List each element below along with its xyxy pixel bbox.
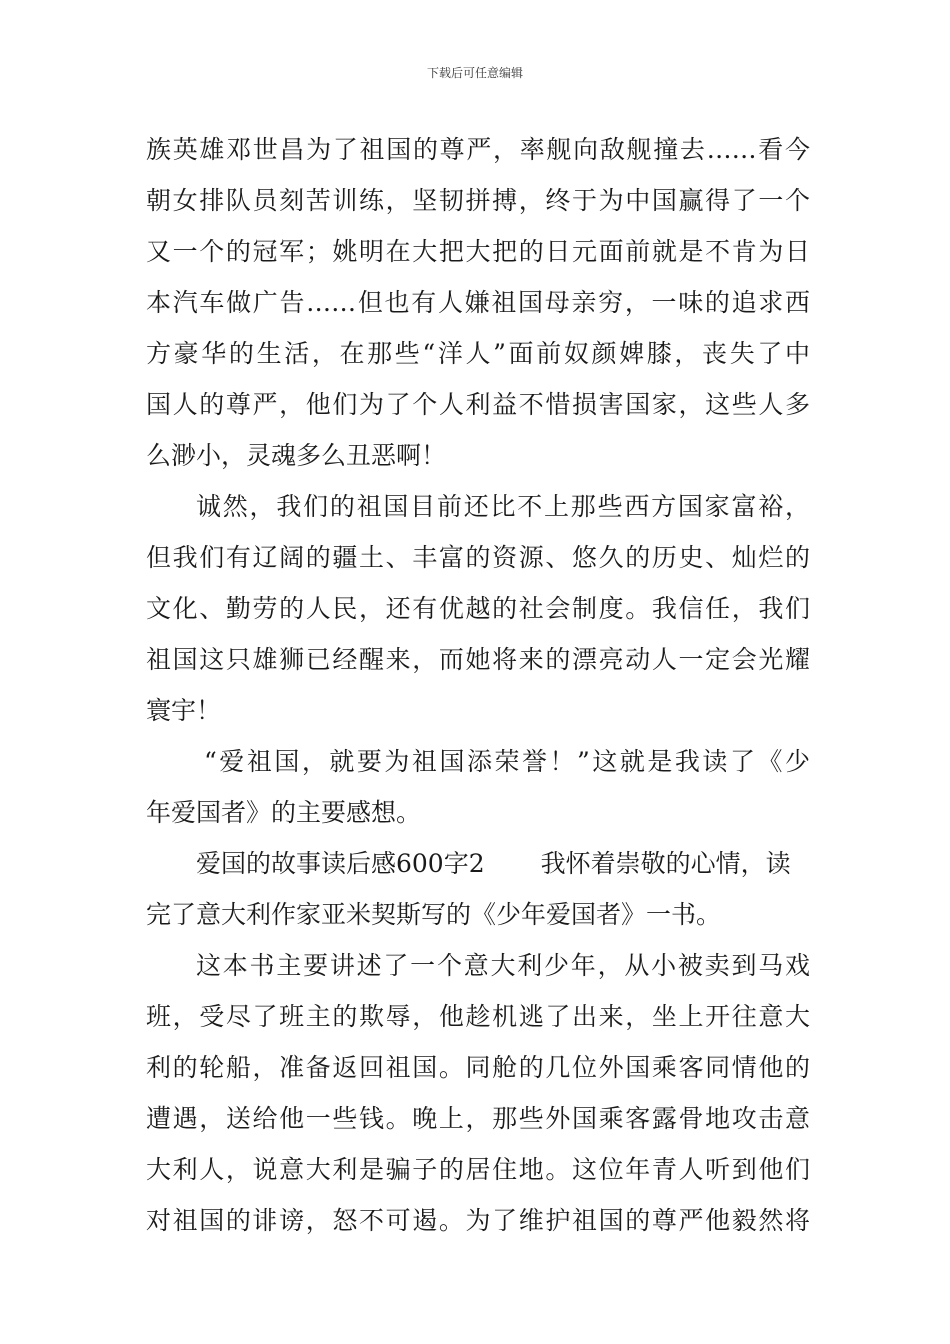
text-line: 寰宇！ bbox=[146, 696, 222, 725]
text-line: 方豪华的生活，在那些“洋人”面前奴颜婢膝，丧失了中 bbox=[146, 339, 810, 368]
text-line: 族英雄邓世昌为了祖国的尊严，率舰向敌舰撞去……看今 bbox=[146, 135, 810, 164]
paragraph bbox=[146, 940, 810, 1246]
text-line bbox=[146, 838, 810, 889]
text-line: “爱祖国，就要为祖国添荣誉！”这就是我读了《少 bbox=[204, 747, 810, 776]
paragraph bbox=[146, 838, 810, 940]
text-line: 完了意大利作家亚米契斯写的《少年爱国者》一书。 bbox=[146, 900, 722, 929]
text-line: 国人的尊严，他们为了个人利益不惜损害国家，这些人多 bbox=[146, 390, 810, 419]
text-line: 对祖国的诽谤，怒不可遏。为了维护祖国的尊严他毅然将 bbox=[146, 1206, 810, 1235]
text-line: 朝女排队员刻苦训练，坚韧拼搏，终于为中国赢得了一个 bbox=[146, 186, 810, 215]
text-line: 又一个的冠军；姚明在大把大把的日元面前就是不肯为日 bbox=[146, 237, 810, 266]
text-line: 本汽车做广告……但也有人嫌祖国母亲穷，一味的追求西 bbox=[146, 288, 810, 317]
section-title: 爱国的故事读后感600字2 bbox=[196, 849, 485, 878]
text-line: 这本书主要讲述了一个意大利少年，从小被卖到马戏 bbox=[196, 951, 810, 980]
text-line: 但我们有辽阔的疆土、丰富的资源、悠久的历史、灿烂的 bbox=[146, 543, 810, 572]
text-line: 利的轮船，准备返回祖国。同舱的几位外国乘客同情他的 bbox=[146, 1053, 810, 1082]
text-line: 么渺小，灵魂多么丑恶啊！ bbox=[146, 441, 447, 470]
paragraph bbox=[146, 124, 810, 481]
text-line: 大利人，说意大利是骗子的居住地。这位年青人听到他们 bbox=[146, 1155, 810, 1184]
section-title-continuation: 我怀着崇敬的心情，读 bbox=[540, 849, 791, 878]
text-line: 遭遇，送给他一些钱。晚上，那些外国乘客露骨地攻击意 bbox=[146, 1104, 810, 1133]
text-line: 诚然，我们的祖国目前还比不上那些西方国家富裕， bbox=[196, 492, 810, 521]
text-line: 年爱国者》的主要感想。 bbox=[146, 798, 422, 827]
text-line: 文化、勤劳的人民，还有优越的社会制度。我信任，我们 bbox=[146, 594, 810, 623]
document-body bbox=[146, 124, 810, 1246]
text-line: 祖国这只雄狮已经醒来，而她将来的漂亮动人一定会光耀 bbox=[146, 645, 810, 674]
paragraph bbox=[146, 736, 810, 838]
text-line: 班，受尽了班主的欺辱，他趁机逃了出来，坐上开往意大 bbox=[146, 1002, 810, 1031]
page-header: 下载后可任意编辑 bbox=[426, 66, 523, 80]
paragraph bbox=[146, 481, 810, 736]
